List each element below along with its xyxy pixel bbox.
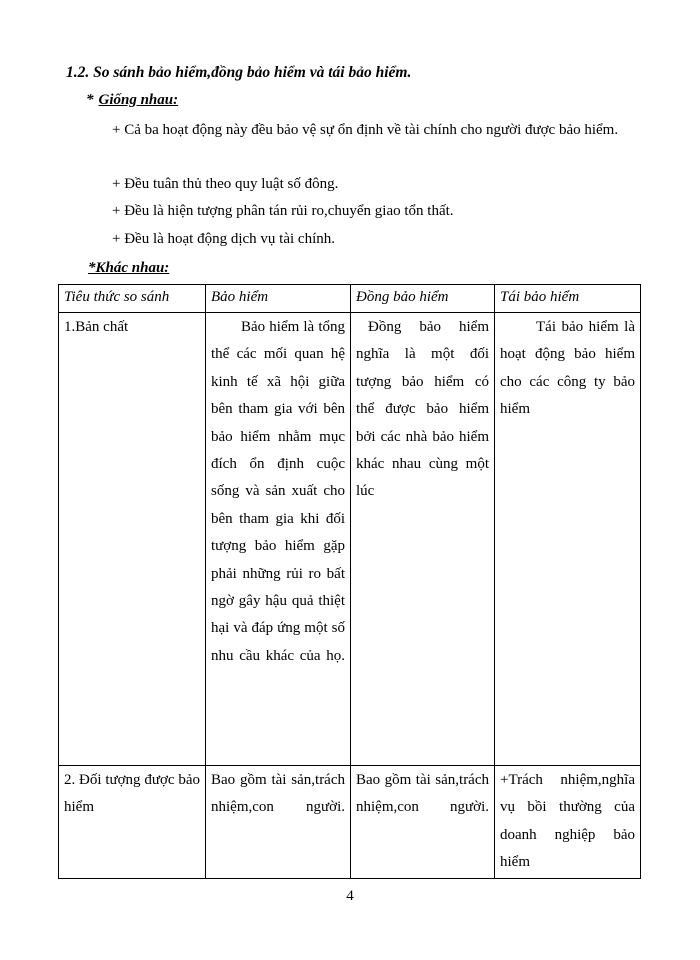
header-coinsurance: Đồng bảo hiểm <box>351 285 495 313</box>
row1-criterion: 1.Bản chất <box>59 313 206 766</box>
differences-title: *Khác nhau <box>88 260 165 276</box>
comparison-table <box>58 284 641 879</box>
page-number: 4 <box>346 888 354 904</box>
similarity-item-3: + Đều là hiện tượng phân tán rủi ro,chuyển giao tổn thất. <box>112 203 454 219</box>
similarities-colon: : <box>173 92 179 108</box>
similarities-star: * <box>86 92 94 108</box>
row2-criterion: 2. Đối tượng được bảo hiểm <box>59 766 206 879</box>
similarity-item-1: + Cả ba hoạt động này đều bảo vệ sự ổn định về tài chính cho người được bảo hiểm. <box>112 122 619 138</box>
similarities-heading <box>86 92 178 109</box>
row2-reinsurance: +Trách nhiệm,nghĩa vụ bồi thường của doanh nghiệp bảo hiểm <box>495 766 641 879</box>
table-header-row <box>59 285 641 313</box>
row1-coinsurance: Đồng bảo hiểm nghĩa là một đối tượng bảo hiểm có thể được bảo hiểm bởi các nhà bảo hiểm khác nhau cùng một lúc <box>351 313 495 766</box>
similarity-item-2: + Đều tuân thủ theo quy luật số đông. <box>112 176 339 192</box>
row2-insurance: Bao gồm tài sản,trách nhiệm,con người. <box>206 766 351 879</box>
header-insurance: Bảo hiểm <box>206 285 351 313</box>
row2-coinsurance: Bao gồm tài sản,trách nhiệm,con người. <box>351 766 495 879</box>
header-criterion: Tiêu thức so sánh <box>59 285 206 313</box>
row1-insurance: Bảo hiểm là tổng thể các mối quan hệ kinh tế xã hội giữa bên tham gia với bên bảo hiểm nhằm mục đích ổn định cuộc sống và sản xuất cho bên tham gia khi đối tượng bảo hiểm gặp phải những rủi ro bất ngờ gây hậu quả thiệt hại và đáp ứng một số nhu cầu khác của họ. <box>206 313 351 766</box>
similarities-title: Giống nhau <box>98 92 174 108</box>
section-heading: 1.2. So sánh bảo hiểm,đồng bảo hiểm và tái bảo hiểm. <box>66 64 412 81</box>
table-row <box>59 313 641 766</box>
row1-reinsurance: Tái bảo hiểm là hoạt động bảo hiểm cho các công ty bảo hiểm <box>495 313 641 766</box>
differences-colon: : <box>164 260 170 276</box>
header-reinsurance: Tái bảo hiểm <box>495 285 641 313</box>
differences-heading <box>88 260 169 277</box>
similarity-item-4: + Đều là hoạt động dịch vụ tài chính. <box>112 231 335 247</box>
table-row <box>59 766 641 879</box>
